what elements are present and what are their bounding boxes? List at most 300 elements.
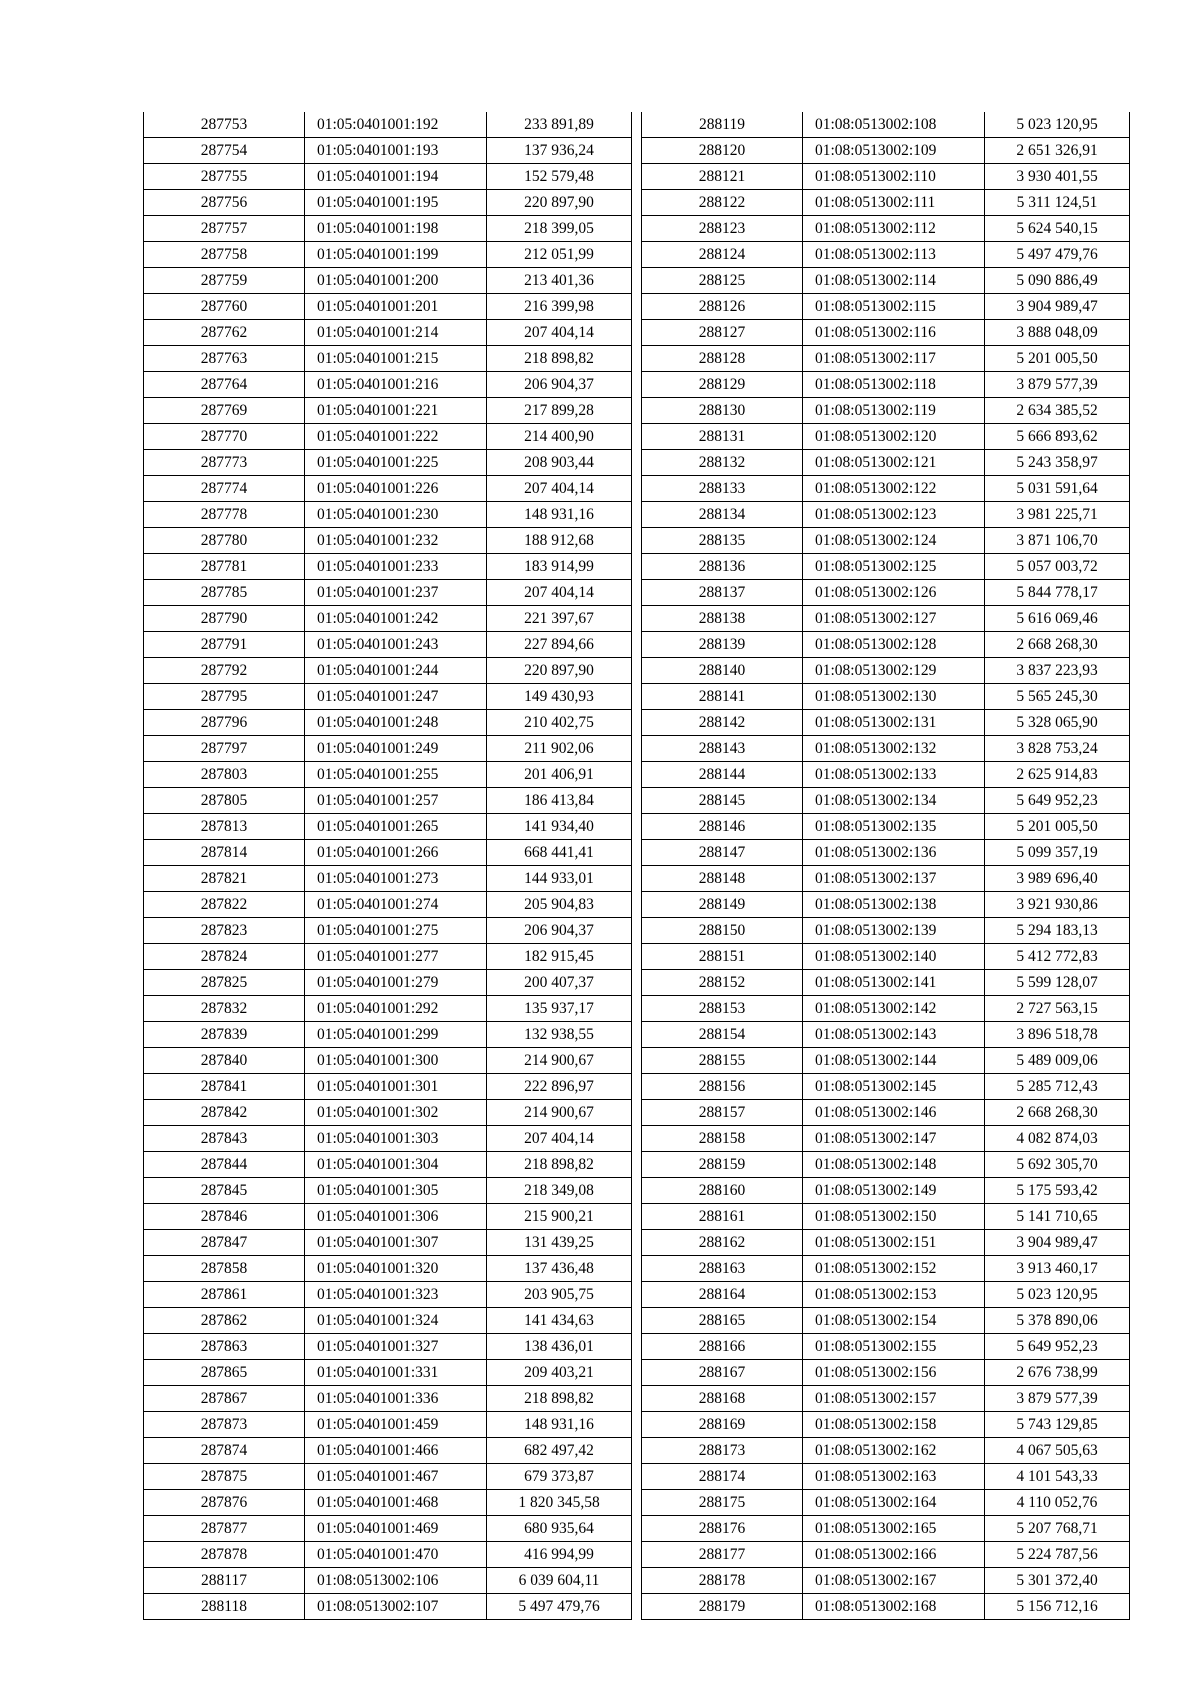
table-row	[642, 294, 1130, 320]
table-row	[144, 1308, 632, 1334]
value-cell: 221 397,67	[487, 606, 632, 632]
cadastral-number-cell: 01:08:0513002:114	[803, 268, 985, 294]
value-cell: 141 434,63	[487, 1308, 632, 1334]
record-number-cell: 287874	[144, 1438, 305, 1464]
record-number-cell: 287821	[144, 866, 305, 892]
cadastral-number-cell: 01:08:0513002:163	[803, 1464, 985, 1490]
cadastral-number-cell: 01:05:0401001:327	[305, 1334, 487, 1360]
table-row	[642, 1438, 1130, 1464]
cadastral-number-cell: 01:05:0401001:216	[305, 372, 487, 398]
table-row	[144, 606, 632, 632]
table-row	[642, 268, 1130, 294]
value-cell: 137 436,48	[487, 1256, 632, 1282]
cadastral-number-cell: 01:05:0401001:323	[305, 1282, 487, 1308]
cadastral-number-cell: 01:05:0401001:265	[305, 814, 487, 840]
cadastral-number-cell: 01:08:0513002:118	[803, 372, 985, 398]
value-cell: 3 904 989,47	[985, 1230, 1130, 1256]
table-row	[144, 1334, 632, 1360]
cadastral-number-cell: 01:05:0401001:273	[305, 866, 487, 892]
table-row	[642, 1282, 1130, 1308]
record-number-cell: 287754	[144, 138, 305, 164]
value-cell: 3 879 577,39	[985, 1386, 1130, 1412]
value-cell: 679 373,87	[487, 1464, 632, 1490]
cadastral-number-cell: 01:08:0513002:154	[803, 1308, 985, 1334]
record-number-cell: 287875	[144, 1464, 305, 1490]
table-row	[144, 1256, 632, 1282]
table-row	[144, 1412, 632, 1438]
record-number-cell: 287781	[144, 554, 305, 580]
cadastral-number-cell: 01:08:0513002:140	[803, 944, 985, 970]
record-number-cell: 288177	[642, 1542, 803, 1568]
cadastral-number-cell: 01:08:0513002:106	[305, 1568, 487, 1594]
record-number-cell: 287755	[144, 164, 305, 190]
value-cell: 3 896 518,78	[985, 1022, 1130, 1048]
value-cell: 5 090 886,49	[985, 268, 1130, 294]
value-cell: 3 837 223,93	[985, 658, 1130, 684]
record-number-cell: 288164	[642, 1282, 803, 1308]
cadastral-number-cell: 01:08:0513002:155	[803, 1334, 985, 1360]
cadastral-number-cell: 01:05:0401001:248	[305, 710, 487, 736]
record-number-cell: 288162	[642, 1230, 803, 1256]
value-cell: 135 937,17	[487, 996, 632, 1022]
table-row	[642, 528, 1130, 554]
record-number-cell: 287790	[144, 606, 305, 632]
cadastral-number-cell: 01:05:0401001:336	[305, 1386, 487, 1412]
table-row	[642, 1178, 1130, 1204]
value-cell: 214 900,67	[487, 1048, 632, 1074]
cadastral-number-cell: 01:05:0401001:194	[305, 164, 487, 190]
cadastral-number-cell: 01:05:0401001:198	[305, 216, 487, 242]
value-cell: 5 599 128,07	[985, 970, 1130, 996]
record-number-cell: 288148	[642, 866, 803, 892]
table-row	[144, 996, 632, 1022]
value-cell: 182 915,45	[487, 944, 632, 970]
table-row	[642, 242, 1130, 268]
cadastral-number-cell: 01:05:0401001:225	[305, 450, 487, 476]
value-cell: 218 399,05	[487, 216, 632, 242]
record-number-cell: 287762	[144, 320, 305, 346]
record-number-cell: 287795	[144, 684, 305, 710]
value-cell: 4 067 505,63	[985, 1438, 1130, 1464]
cadastral-number-cell: 01:08:0513002:113	[803, 242, 985, 268]
table-row	[144, 424, 632, 450]
record-number-cell: 288127	[642, 320, 803, 346]
table-row	[642, 762, 1130, 788]
table-row	[642, 1308, 1130, 1334]
table-row	[144, 1048, 632, 1074]
table-row	[642, 632, 1130, 658]
record-number-cell: 288150	[642, 918, 803, 944]
table-row	[144, 710, 632, 736]
value-cell: 2 727 563,15	[985, 996, 1130, 1022]
cadastral-number-cell: 01:08:0513002:127	[803, 606, 985, 632]
cadastral-number-cell: 01:08:0513002:124	[803, 528, 985, 554]
cadastral-number-cell: 01:08:0513002:142	[803, 996, 985, 1022]
cadastral-number-cell: 01:05:0401001:255	[305, 762, 487, 788]
cadastral-number-cell: 01:05:0401001:275	[305, 918, 487, 944]
table-row	[144, 190, 632, 216]
cadastral-number-cell: 01:08:0513002:151	[803, 1230, 985, 1256]
cadastral-number-cell: 01:05:0401001:214	[305, 320, 487, 346]
table-row	[642, 1542, 1130, 1568]
table-row	[144, 476, 632, 502]
table-row	[642, 1126, 1130, 1152]
record-number-cell: 287796	[144, 710, 305, 736]
value-cell: 6 039 604,11	[487, 1568, 632, 1594]
record-number-cell: 287845	[144, 1178, 305, 1204]
cadastral-number-cell: 01:08:0513002:139	[803, 918, 985, 944]
table-row	[642, 1048, 1130, 1074]
cadastral-number-cell: 01:08:0513002:128	[803, 632, 985, 658]
record-number-cell: 288136	[642, 554, 803, 580]
record-number-cell: 288179	[642, 1594, 803, 1620]
record-number-cell: 287753	[144, 112, 305, 138]
table-row	[642, 736, 1130, 762]
value-cell: 149 430,93	[487, 684, 632, 710]
table-row	[144, 294, 632, 320]
cadastral-number-cell: 01:05:0401001:233	[305, 554, 487, 580]
value-cell: 200 407,37	[487, 970, 632, 996]
cadastral-number-cell: 01:05:0401001:299	[305, 1022, 487, 1048]
record-number-cell: 287756	[144, 190, 305, 216]
value-cell: 233 891,89	[487, 112, 632, 138]
cadastral-number-cell: 01:08:0513002:148	[803, 1152, 985, 1178]
cadastral-number-cell: 01:05:0401001:305	[305, 1178, 487, 1204]
table-row	[144, 164, 632, 190]
table-row	[144, 242, 632, 268]
cadastral-number-cell: 01:08:0513002:144	[803, 1048, 985, 1074]
value-cell: 207 404,14	[487, 476, 632, 502]
record-number-cell: 287763	[144, 346, 305, 372]
record-number-cell: 287825	[144, 970, 305, 996]
right-data-table	[641, 112, 1130, 1620]
record-number-cell: 288130	[642, 398, 803, 424]
cadastral-number-cell: 01:05:0401001:244	[305, 658, 487, 684]
right-table-body	[642, 112, 1130, 1620]
record-number-cell: 287841	[144, 1074, 305, 1100]
value-cell: 208 903,44	[487, 450, 632, 476]
value-cell: 3 879 577,39	[985, 372, 1130, 398]
value-cell: 680 935,64	[487, 1516, 632, 1542]
record-number-cell: 288124	[642, 242, 803, 268]
cadastral-number-cell: 01:05:0401001:222	[305, 424, 487, 450]
table-row	[144, 502, 632, 528]
record-number-cell: 287814	[144, 840, 305, 866]
value-cell: 216 399,98	[487, 294, 632, 320]
table-row	[642, 1152, 1130, 1178]
cadastral-number-cell: 01:08:0513002:149	[803, 1178, 985, 1204]
cadastral-number-cell: 01:05:0401001:468	[305, 1490, 487, 1516]
table-row	[642, 476, 1130, 502]
value-cell: 132 938,55	[487, 1022, 632, 1048]
record-number-cell: 288169	[642, 1412, 803, 1438]
cadastral-number-cell: 01:08:0513002:152	[803, 1256, 985, 1282]
cadastral-number-cell: 01:08:0513002:153	[803, 1282, 985, 1308]
table-row	[144, 658, 632, 684]
value-cell: 682 497,42	[487, 1438, 632, 1464]
table-row	[642, 554, 1130, 580]
table-row	[642, 164, 1130, 190]
cadastral-number-cell: 01:05:0401001:232	[305, 528, 487, 554]
cadastral-number-cell: 01:08:0513002:150	[803, 1204, 985, 1230]
record-number-cell: 288138	[642, 606, 803, 632]
cadastral-number-cell: 01:08:0513002:120	[803, 424, 985, 450]
table-row	[642, 372, 1130, 398]
cadastral-number-cell: 01:08:0513002:162	[803, 1438, 985, 1464]
table-row	[144, 1152, 632, 1178]
value-cell: 2 634 385,52	[985, 398, 1130, 424]
table-row	[642, 1412, 1130, 1438]
cadastral-number-cell: 01:05:0401001:302	[305, 1100, 487, 1126]
table-row	[642, 684, 1130, 710]
table-row	[642, 996, 1130, 1022]
cadastral-number-cell: 01:08:0513002:131	[803, 710, 985, 736]
record-number-cell: 287757	[144, 216, 305, 242]
value-cell: 1 820 345,58	[487, 1490, 632, 1516]
table-row	[144, 372, 632, 398]
record-number-cell: 287758	[144, 242, 305, 268]
record-number-cell: 288158	[642, 1126, 803, 1152]
table-row	[144, 1464, 632, 1490]
record-number-cell: 287873	[144, 1412, 305, 1438]
value-cell: 218 898,82	[487, 346, 632, 372]
table-row	[144, 1490, 632, 1516]
record-number-cell: 288117	[144, 1568, 305, 1594]
table-row	[642, 346, 1130, 372]
table-row	[642, 918, 1130, 944]
table-row	[144, 814, 632, 840]
value-cell: 203 905,75	[487, 1282, 632, 1308]
table-row	[144, 320, 632, 346]
value-cell: 5 743 129,85	[985, 1412, 1130, 1438]
value-cell: 5 565 245,30	[985, 684, 1130, 710]
value-cell: 5 497 479,76	[985, 242, 1130, 268]
record-number-cell: 287773	[144, 450, 305, 476]
cadastral-number-cell: 01:08:0513002:138	[803, 892, 985, 918]
value-cell: 206 904,37	[487, 918, 632, 944]
record-number-cell: 287839	[144, 1022, 305, 1048]
table-row	[144, 970, 632, 996]
record-number-cell: 287847	[144, 1230, 305, 1256]
value-cell: 5 311 124,51	[985, 190, 1130, 216]
value-cell: 5 624 540,15	[985, 216, 1130, 242]
cadastral-number-cell: 01:08:0513002:166	[803, 1542, 985, 1568]
cadastral-number-cell: 01:05:0401001:193	[305, 138, 487, 164]
value-cell: 5 489 009,06	[985, 1048, 1130, 1074]
record-number-cell: 287840	[144, 1048, 305, 1074]
cadastral-number-cell: 01:08:0513002:147	[803, 1126, 985, 1152]
record-number-cell: 287805	[144, 788, 305, 814]
record-number-cell: 288156	[642, 1074, 803, 1100]
value-cell: 218 898,82	[487, 1152, 632, 1178]
record-number-cell: 287861	[144, 1282, 305, 1308]
record-number-cell: 287780	[144, 528, 305, 554]
cadastral-number-cell: 01:08:0513002:157	[803, 1386, 985, 1412]
record-number-cell: 287759	[144, 268, 305, 294]
value-cell: 5 141 710,65	[985, 1204, 1130, 1230]
table-row	[144, 1204, 632, 1230]
value-cell: 2 676 738,99	[985, 1360, 1130, 1386]
left-table-body	[144, 112, 632, 1620]
record-number-cell: 288175	[642, 1490, 803, 1516]
value-cell: 4 082 874,03	[985, 1126, 1130, 1152]
cadastral-number-cell: 01:08:0513002:143	[803, 1022, 985, 1048]
value-cell: 138 436,01	[487, 1334, 632, 1360]
record-number-cell: 287760	[144, 294, 305, 320]
table-row	[642, 1256, 1130, 1282]
record-number-cell: 287824	[144, 944, 305, 970]
value-cell: 4 110 052,76	[985, 1490, 1130, 1516]
cadastral-number-cell: 01:08:0513002:164	[803, 1490, 985, 1516]
record-number-cell: 288120	[642, 138, 803, 164]
value-cell: 3 981 225,71	[985, 502, 1130, 528]
record-number-cell: 287770	[144, 424, 305, 450]
cadastral-number-cell: 01:08:0513002:137	[803, 866, 985, 892]
record-number-cell: 287832	[144, 996, 305, 1022]
cadastral-number-cell: 01:08:0513002:112	[803, 216, 985, 242]
value-cell: 5 207 768,71	[985, 1516, 1130, 1542]
table-row	[144, 1438, 632, 1464]
left-data-table	[143, 112, 632, 1620]
table-row	[642, 320, 1130, 346]
value-cell: 217 899,28	[487, 398, 632, 424]
cadastral-number-cell: 01:05:0401001:226	[305, 476, 487, 502]
table-row	[642, 216, 1130, 242]
record-number-cell: 288155	[642, 1048, 803, 1074]
table-row	[642, 1490, 1130, 1516]
record-number-cell: 288178	[642, 1568, 803, 1594]
cadastral-number-cell: 01:05:0401001:306	[305, 1204, 487, 1230]
cadastral-number-cell: 01:05:0401001:249	[305, 736, 487, 762]
record-number-cell: 288168	[642, 1386, 803, 1412]
cadastral-number-cell: 01:05:0401001:303	[305, 1126, 487, 1152]
table-row	[144, 736, 632, 762]
value-cell: 5 666 893,62	[985, 424, 1130, 450]
cadastral-number-cell: 01:08:0513002:129	[803, 658, 985, 684]
record-number-cell: 288134	[642, 502, 803, 528]
record-number-cell: 288118	[144, 1594, 305, 1620]
record-number-cell: 288154	[642, 1022, 803, 1048]
value-cell: 141 934,40	[487, 814, 632, 840]
cadastral-number-cell: 01:08:0513002:116	[803, 320, 985, 346]
record-number-cell: 288159	[642, 1152, 803, 1178]
value-cell: 3 888 048,09	[985, 320, 1130, 346]
record-number-cell: 288174	[642, 1464, 803, 1490]
table-row	[642, 502, 1130, 528]
cadastral-number-cell: 01:05:0401001:301	[305, 1074, 487, 1100]
table-row	[642, 710, 1130, 736]
table-row	[642, 1074, 1130, 1100]
record-number-cell: 287843	[144, 1126, 305, 1152]
table-row	[144, 1516, 632, 1542]
cadastral-number-cell: 01:05:0401001:242	[305, 606, 487, 632]
value-cell: 5 844 778,17	[985, 580, 1130, 606]
value-cell: 5 285 712,43	[985, 1074, 1130, 1100]
value-cell: 3 921 930,86	[985, 892, 1130, 918]
table-row	[642, 190, 1130, 216]
record-number-cell: 288146	[642, 814, 803, 840]
table-row	[144, 1100, 632, 1126]
table-row	[144, 632, 632, 658]
value-cell: 5 692 305,70	[985, 1152, 1130, 1178]
record-number-cell: 288147	[642, 840, 803, 866]
cadastral-number-cell: 01:05:0401001:192	[305, 112, 487, 138]
cadastral-number-cell: 01:08:0513002:167	[803, 1568, 985, 1594]
table-row	[144, 268, 632, 294]
record-number-cell: 287803	[144, 762, 305, 788]
value-cell: 148 931,16	[487, 1412, 632, 1438]
cadastral-number-cell: 01:05:0401001:307	[305, 1230, 487, 1256]
value-cell: 211 902,06	[487, 736, 632, 762]
table-row	[144, 1594, 632, 1620]
record-number-cell: 287844	[144, 1152, 305, 1178]
cadastral-number-cell: 01:08:0513002:119	[803, 398, 985, 424]
cadastral-number-cell: 01:05:0401001:467	[305, 1464, 487, 1490]
record-number-cell: 288151	[642, 944, 803, 970]
cadastral-number-cell: 01:05:0401001:201	[305, 294, 487, 320]
value-cell: 3 904 989,47	[985, 294, 1130, 320]
cadastral-number-cell: 01:08:0513002:168	[803, 1594, 985, 1620]
value-cell: 220 897,90	[487, 190, 632, 216]
cadastral-number-cell: 01:05:0401001:257	[305, 788, 487, 814]
record-number-cell: 288144	[642, 762, 803, 788]
value-cell: 207 404,14	[487, 320, 632, 346]
record-number-cell: 288122	[642, 190, 803, 216]
value-cell: 3 871 106,70	[985, 528, 1130, 554]
value-cell: 215 900,21	[487, 1204, 632, 1230]
record-number-cell: 288119	[642, 112, 803, 138]
cadastral-number-cell: 01:08:0513002:135	[803, 814, 985, 840]
cadastral-number-cell: 01:05:0401001:331	[305, 1360, 487, 1386]
cadastral-number-cell: 01:08:0513002:108	[803, 112, 985, 138]
record-number-cell: 287769	[144, 398, 305, 424]
record-number-cell: 287846	[144, 1204, 305, 1230]
value-cell: 5 616 069,46	[985, 606, 1130, 632]
table-row	[144, 1542, 632, 1568]
record-number-cell: 288160	[642, 1178, 803, 1204]
cadastral-number-cell: 01:08:0513002:141	[803, 970, 985, 996]
table-row	[642, 1100, 1130, 1126]
record-number-cell: 287842	[144, 1100, 305, 1126]
table-row	[642, 1568, 1130, 1594]
table-row	[642, 788, 1130, 814]
record-number-cell: 288121	[642, 164, 803, 190]
table-row	[144, 216, 632, 242]
value-cell: 5 031 591,64	[985, 476, 1130, 502]
cadastral-number-cell: 01:08:0513002:165	[803, 1516, 985, 1542]
value-cell: 5 023 120,95	[985, 112, 1130, 138]
table-row	[144, 346, 632, 372]
table-row	[642, 840, 1130, 866]
table-row	[642, 944, 1130, 970]
value-cell: 209 403,21	[487, 1360, 632, 1386]
table-row	[144, 112, 632, 138]
table-row	[144, 1282, 632, 1308]
record-number-cell: 288123	[642, 216, 803, 242]
value-cell: 5 497 479,76	[487, 1594, 632, 1620]
value-cell: 5 301 372,40	[985, 1568, 1130, 1594]
record-number-cell: 287867	[144, 1386, 305, 1412]
record-number-cell: 288153	[642, 996, 803, 1022]
value-cell: 2 668 268,30	[985, 1100, 1130, 1126]
record-number-cell: 287863	[144, 1334, 305, 1360]
table-row	[642, 1464, 1130, 1490]
table-row	[144, 1178, 632, 1204]
cadastral-number-cell: 01:08:0513002:130	[803, 684, 985, 710]
record-number-cell: 287876	[144, 1490, 305, 1516]
value-cell: 144 933,01	[487, 866, 632, 892]
cadastral-number-cell: 01:08:0513002:145	[803, 1074, 985, 1100]
